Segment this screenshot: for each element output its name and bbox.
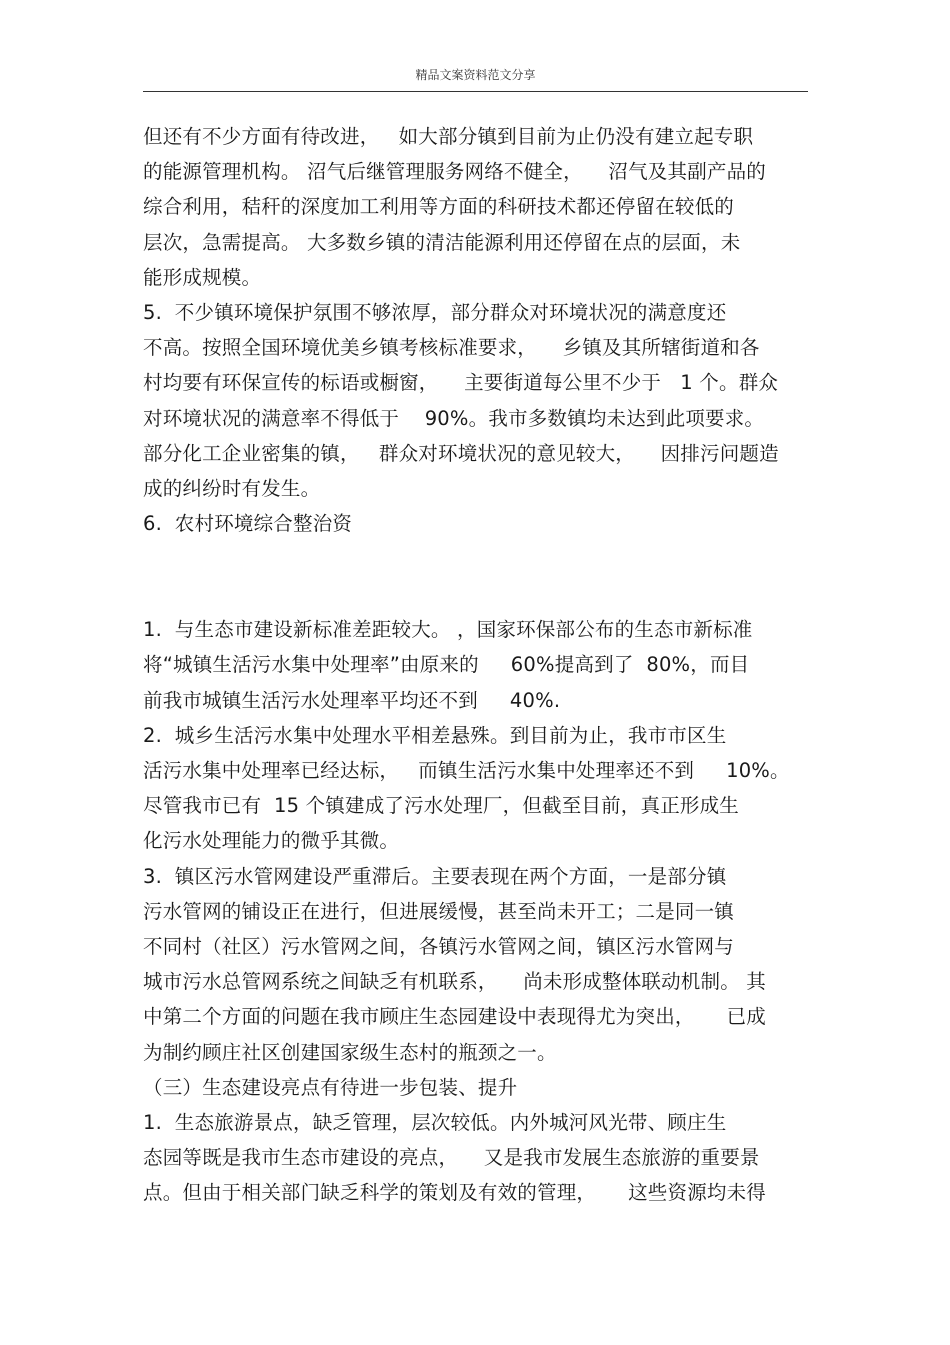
text-line: 6. 农村环境综合整治资: [143, 512, 353, 536]
text-line: 前我市城镇生活污水处理率平均还不到 40%.: [143, 688, 561, 712]
section-heading: （三）生态建设亮点有待进一步包装、提升: [143, 1075, 518, 1099]
text-line: 综合利用，秸秆的深度加工利用等方面的科研技术都还停留在较低的: [143, 195, 735, 219]
text-line: 点。但由于相关部门缺乏科学的策划及有效的管理， 这些资源均未得: [143, 1181, 766, 1205]
text-line: 活污水集中处理率已经达标， 而镇生活污水集中处理率还不到 10%。: [143, 759, 790, 782]
text-line: 3. 镇区污水管网建设严重滞后。主要表现在两个方面，一是部分镇: [143, 864, 727, 888]
page-header: 精品文案资料范文分享: [415, 68, 536, 82]
text-line: 能形成规模。: [143, 265, 262, 289]
document-body: [143, 119, 823, 1210]
text-line: 化污水处理能力的微乎其微。: [143, 829, 400, 853]
text-line: 2. 城乡生活污水集中处理水平相差悬殊。到目前为止，我市市区生: [143, 723, 727, 747]
text-line: 1. 与生态市建设新标准差距较大。 ，国家环保部公布的生态市新标准: [143, 618, 753, 642]
section-gap: [143, 541, 823, 612]
text-line: 对环境状况的满意率不得低于 90%。我市多数镇均未达到此项要求。: [143, 406, 765, 430]
text-line: 污水管网的铺设正在进行，但进展缓慢，甚至尚未开工；二是同一镇: [143, 899, 735, 923]
text-line: 5. 不少镇环境保护氛围不够浓厚，部分群众对环境状况的满意度还: [143, 300, 727, 324]
text-line: 但还有不少方面有待改进， 如大部分镇到目前为止仍没有建立起专职: [143, 125, 754, 148]
paragraph-block-1: [143, 119, 823, 541]
text-line: 态园等既是我市生态市建设的亮点， 又是我市发展生态旅游的重要景: [143, 1146, 760, 1170]
text-line: 将“城镇生活污水集中处理率”由原来的 60%提高到了 80%，而目: [143, 653, 750, 677]
text-line: 层次，急需提高。 大多数乡镇的清洁能源利用还停留在点的层面，未: [143, 230, 741, 254]
text-line: 不同村（社区）污水管网之间，各镇污水管网之间，镇区污水管网与: [143, 934, 735, 958]
text-line: 的能源管理机构。 沼气后继管理服务网络不健全， 沼气及其副产品的: [143, 160, 766, 184]
text-line: 中第二个方面的问题在我市顾庄生态园建设中表现得尤为突出， 已成: [143, 1005, 766, 1029]
text-line: 尽管我市已有 15 个镇建成了污水处理厂，但截至目前，真正形成生: [143, 794, 740, 818]
paragraph-block-2: [143, 612, 823, 1210]
text-line: 成的纠纷时有发生。: [143, 476, 321, 500]
text-line: 1. 生态旅游景点，缺乏管理，层次较低。内外城河风光带、顾庄生: [143, 1110, 727, 1134]
text-line: 不高。按照全国环境优美乡镇考核标准要求， 乡镇及其所辖街道和各: [143, 336, 760, 360]
text-line: 村均要有环保宣传的标语或橱窗， 主要街道每公里不少于 1 个。群众: [143, 371, 779, 395]
text-line: 城市污水总管网系统之间缺乏有机联系， 尚未形成整体联动机制。 其: [143, 970, 766, 994]
text-line: 部分化工企业密集的镇， 群众对环境状况的意见较大， 因排污问题造: [143, 441, 779, 465]
header-rule: [143, 91, 808, 92]
text-line: 为制约顾庄社区创建国家级生态村的瓶颈之一。: [143, 1040, 557, 1064]
